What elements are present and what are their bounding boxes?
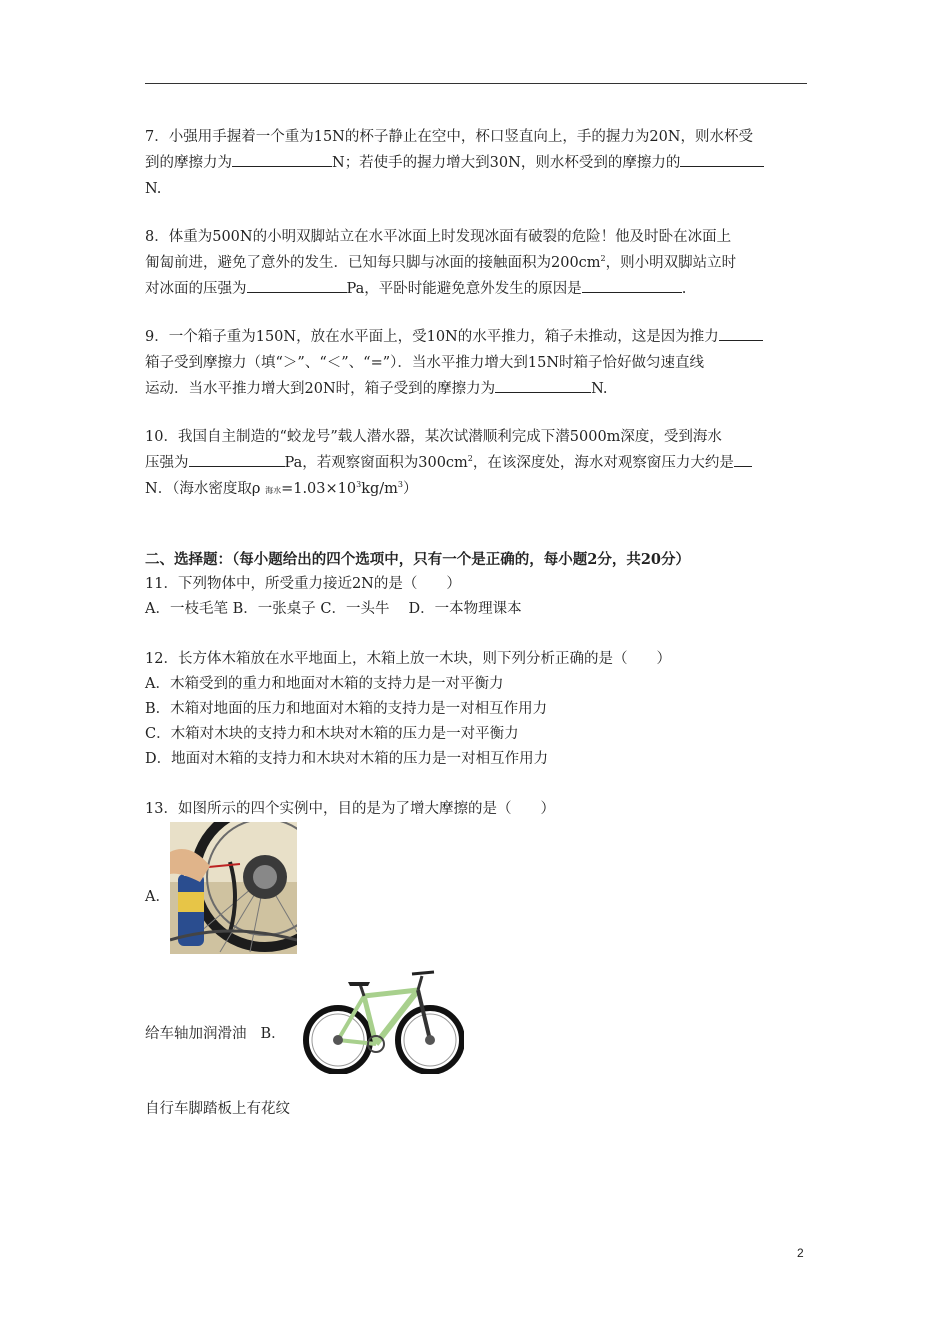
q10-line-2: 压强为 Pa，若观察窗面积为$300cm^2$，在该深度处，海水对观察窗压力大约是 xyxy=(145,450,807,476)
q11-options: A．一枝毛笔 B．一张桌子 C．一头牛 D．一本物理课本 xyxy=(145,601,522,617)
q13-option-b-text: 自行车脚踏板上有花纹 xyxy=(145,1101,290,1117)
q7-line-3: N. xyxy=(145,181,162,197)
question-9 xyxy=(145,324,807,402)
question-8 xyxy=(145,224,807,302)
lubricant-photo xyxy=(170,822,297,954)
q10-line-3: N．（海水密度取ρ 海水$=1.03\times 10^3kg/m^3$） xyxy=(145,480,418,497)
bicycle-photo xyxy=(300,968,464,1074)
answer-blank[interactable] xyxy=(495,376,591,393)
page-number: 2 xyxy=(797,1246,804,1260)
question-11 xyxy=(145,572,807,622)
answer-blank[interactable] xyxy=(247,276,347,293)
q12-option-c: C．木箱对木块的支持力和木块对木箱的压力是一对平衡力 xyxy=(145,726,519,742)
q8-line-2: 匍匐前进，避免了意外的发生．已知每只脚与冰面的接触面积为$200cm^2$，则小明双脚站立时 xyxy=(145,254,737,271)
lubricant-photo-illustration xyxy=(170,822,297,954)
answer-blank[interactable] xyxy=(680,150,764,167)
q11-stem: 11．下列物体中，所受重力接近2N的是（ ） xyxy=(145,576,461,592)
q7-line-2: 到的摩擦力为 N；若使手的握力增大到30N，则水杯受到的摩擦力的 xyxy=(145,150,807,176)
answer-blank[interactable] xyxy=(582,276,682,293)
q8-line-1: 8．体重为500N的小明双脚站立在水平冰面上时发现冰面有破裂的危险！他及时卧在冰面上 xyxy=(145,229,732,245)
bicycle-illustration xyxy=(300,968,464,1074)
q13-option-a-text: 给车轴加润滑油 B． xyxy=(145,1026,286,1042)
q9-line-1: 9．一个箱子重为150N，放在水平面上，受10N的水平推力，箱子未推动，这是因为推力 xyxy=(145,324,807,350)
question-12 xyxy=(145,647,807,772)
header-rule xyxy=(145,83,807,84)
question-10 xyxy=(145,424,807,502)
q12-option-d: D．地面对木箱的支持力和木块对木箱的压力是一对相互作用力 xyxy=(145,751,549,767)
q12-option-a: A．木箱受到的重力和地面对木箱的支持力是一对平衡力 xyxy=(145,676,504,692)
section-heading: 二、选择题：（每小题给出的四个选项中，只有一个是正确的，每小题2分，共20分） xyxy=(145,551,691,568)
question-13 xyxy=(145,797,807,822)
q12-option-b: B．木箱对地面的压力和地面对木箱的支持力是一对相互作用力 xyxy=(145,701,548,717)
answer-blank[interactable] xyxy=(189,450,285,467)
q7-line-1: 7．小强用手握着一个重为15N的杯子静止在空中，杯口竖直向上，手的握力为20N，则水杯受 xyxy=(145,129,753,145)
question-7 xyxy=(145,124,807,202)
q10-line-1: 10．我国自主制造的“蛟龙号”载人潜水器，某次试潜顺利完成下潜5000m深度，受到海水 xyxy=(145,429,722,445)
answer-blank[interactable] xyxy=(719,324,763,341)
q13-option-a-label: A． xyxy=(145,889,170,905)
q13-stem: 13．如图所示的四个实例中，目的是为了增大摩擦的是（ ） xyxy=(145,801,555,817)
q9-line-2: 箱子受到摩擦力（填“＞”、“＜”、“=”）．当水平推力增大到15N时箱子恰好做匀速直线 xyxy=(145,355,705,371)
q8-line-3: 对冰面的压强为 Pa，平卧时能避免意外发生的原因是 . xyxy=(145,276,807,302)
answer-blank[interactable] xyxy=(232,150,332,167)
q12-stem: 12．长方体木箱放在水平地面上，木箱上放一木块，则下列分析正确的是（ ） xyxy=(145,651,671,667)
q9-line-3: 运动．当水平推力增大到20N时，箱子受到的摩擦力为 N. xyxy=(145,376,807,402)
answer-blank[interactable] xyxy=(734,450,752,467)
q13-option-b-label: B． xyxy=(260,1026,286,1042)
